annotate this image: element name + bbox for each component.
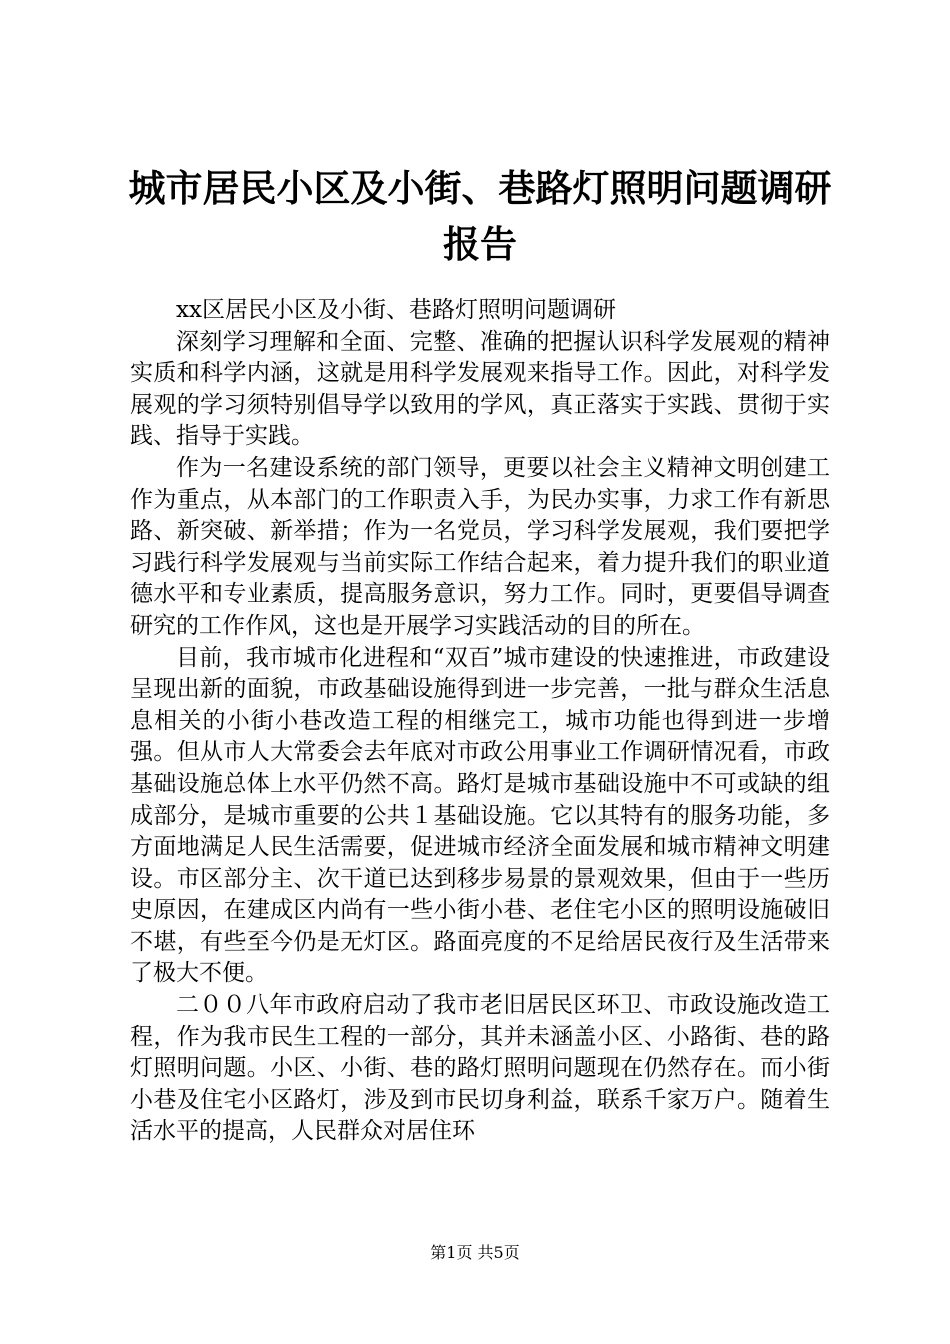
paragraph: 目前，我市城市化进程和“双百”城市建设的快速推进，市政建设呈现出新的面貌，市政基础设施得到进一步完善，一批与群众生活息息相关的小街小巷改造工程的相继完工，城市功能也得到进一步增强。但从市人大常委会去年底对市政公用事业工作调研情况看，市政基础设施总体上水平仍然不高。路灯是城市基础设施中不可或缺的组成部分，是城市重要的公共１基础设施。它以其特有的服务功能，多方面地满足人民生活需要，促进城市经济全面发展和城市精神文明建设。市区部分主、次干道已达到移步易景的景观效果，但由于一些历史原因，在建成区内尚有一些小街小巷、老住宅小区的照明设施破旧不堪，有些至今仍是无灯区。路面亮度的不足给居民夜行及生活带来了极大不便。: [130, 644, 830, 987]
document-body: [130, 295, 830, 1148]
page-number-footer: 第1页 共5页: [430, 1243, 520, 1262]
document-title: 城市居民小区及小街、巷路灯照明问题调研报告: [128, 166, 832, 266]
paragraph: 二００八年市政府启动了我市老旧居民区环卫、市政设施改造工程，作为我市民生工程的一部分，其并未涵盖小区、小路街、巷的路灯照明问题。小区、小街、巷的路灯照明问题现在仍然存在。而小街小巷及住宅小区路灯，涉及到市民切身利益，联系千家万户。随着生活水平的提高，人民群众对居住环: [130, 992, 830, 1145]
paragraph-subtitle: xx区居民小区及小街、巷路灯照明问题调研: [176, 297, 616, 323]
paragraph: 深刻学习理解和全面、完整、准确的把握认识科学发展观的精神实质和科学内涵，这就是用科学发展观来指导工作。因此，对科学发展观的学习须特别倡导学以致用的学风，真正落实于实践、贯彻于实践、指导于实践。: [130, 328, 830, 450]
paragraph: 作为一名建设系统的部门领导，更要以社会主义精神文明创建工作为重点，从本部门的工作职责入手，为民办实事，力求工作有新思路、新突破、新举措；作为一名党员，学习科学发展观，我们要把学习践行科学发展观与当前实际工作结合起来，着力提升我们的职业道德水平和专业素质，提高服务意识，努力工作。同时，更要倡导调查研究的工作作风，这也是开展学习实践活动的目的所在。: [130, 454, 830, 639]
